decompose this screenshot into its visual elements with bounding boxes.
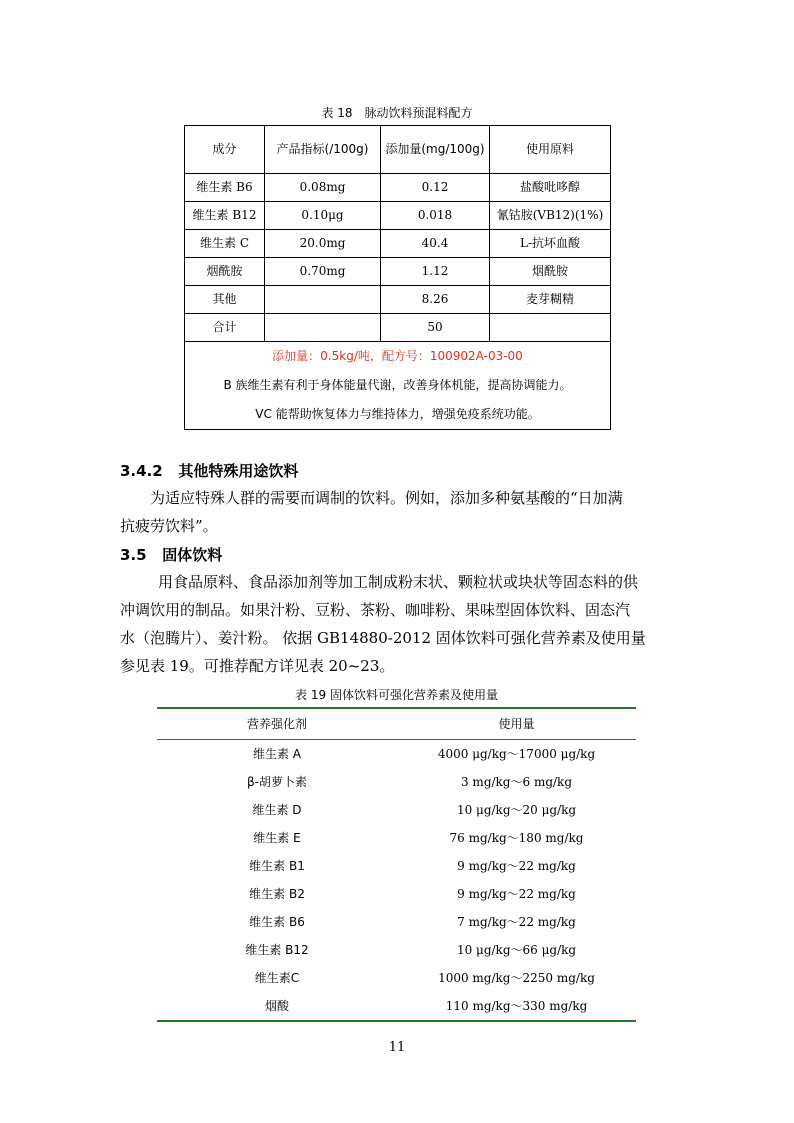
table-cell: 其他 bbox=[185, 286, 265, 314]
table19 bbox=[157, 707, 636, 1022]
section-35-heading bbox=[120, 544, 222, 565]
table-cell: 维生素 C bbox=[185, 230, 265, 258]
table-cell bbox=[265, 314, 381, 342]
table-row bbox=[157, 740, 636, 769]
table-cell: 维生素 D bbox=[252, 803, 302, 817]
table-cell: 76 mg/kg～180 mg/kg bbox=[449, 831, 584, 845]
table-cell: 维生素C bbox=[254, 971, 300, 985]
table-cell: 维生素 B2 bbox=[249, 887, 305, 901]
table-row bbox=[185, 286, 611, 314]
table-cell: 维生素 B12 bbox=[185, 202, 265, 230]
table-cell: 0.018 bbox=[381, 202, 490, 230]
table-cell: 0.70mg bbox=[265, 258, 381, 286]
table-row bbox=[185, 174, 611, 202]
section-35-body bbox=[120, 568, 680, 680]
table-cell: 0.12 bbox=[381, 174, 490, 202]
table19-header-cell: 使用量 bbox=[397, 708, 636, 740]
paragraph-line: 冲调饮用的制品。如果汁粉、豆粉、茶粉、咖啡粉、果味型固体饮料、固态汽 bbox=[120, 601, 631, 619]
table19-header-cell: 营养强化剂 bbox=[157, 708, 397, 740]
table-cell: 烟酰胺 bbox=[185, 258, 265, 286]
section-number: 3.4.2 bbox=[120, 462, 163, 480]
table-cell: 110 mg/kg～330 mg/kg bbox=[445, 999, 588, 1013]
table-row bbox=[157, 936, 636, 964]
table-cell: 氰钴胺(VB12)(1%) bbox=[490, 202, 611, 230]
table-row bbox=[185, 202, 611, 230]
table-cell: 烟酰胺 bbox=[490, 258, 611, 286]
table18-notes-row bbox=[185, 342, 611, 430]
table-row bbox=[157, 796, 636, 824]
paragraph-line: 水（泡腾片）、姜汁粉。 依据 GB14880-2012 固体饮料可强化营养素及使用量 bbox=[120, 629, 646, 647]
table-cell: 50 bbox=[381, 314, 490, 342]
table-cell: 3 mg/kg～6 mg/kg bbox=[460, 775, 572, 789]
table-cell: β-胡萝卜素 bbox=[247, 775, 307, 789]
table-cell: 10 μg/kg～66 μg/kg bbox=[456, 943, 577, 957]
section-342-heading bbox=[120, 460, 298, 481]
vc-note: VC 能帮助恢复体力与维持体力，增强免疫系统功能。 bbox=[255, 407, 540, 421]
table-cell: L-抗坏血酸 bbox=[490, 230, 611, 258]
table18-header-cell: 添加量(mg/100g) bbox=[381, 126, 490, 174]
page-number: 11 bbox=[388, 1040, 406, 1055]
table-cell: 0.08mg bbox=[265, 174, 381, 202]
table-cell: 维生素 E bbox=[253, 831, 301, 845]
table-cell bbox=[490, 314, 611, 342]
table-cell: 8.26 bbox=[381, 286, 490, 314]
table-cell: 7 mg/kg～22 mg/kg bbox=[457, 915, 576, 929]
table-cell: 合计 bbox=[185, 314, 265, 342]
table-row bbox=[157, 852, 636, 880]
table18-header-row bbox=[185, 126, 611, 174]
table18-header-cell: 成分 bbox=[185, 126, 265, 174]
table-cell: 9 mg/kg～22 mg/kg bbox=[457, 887, 576, 901]
table-row bbox=[157, 824, 636, 852]
table-cell: 9 mg/kg～22 mg/kg bbox=[457, 859, 576, 873]
table-cell: 维生素 B12 bbox=[245, 943, 309, 957]
paragraph-line: 参见表 19。可推荐配方详见表 20~23。 bbox=[120, 657, 395, 675]
table19-caption: 表 19 固体饮料可强化营养素及使用量 bbox=[295, 688, 498, 702]
section-number: 3.5 bbox=[120, 546, 147, 564]
table-row bbox=[157, 768, 636, 796]
section-title: 固体饮料 bbox=[162, 546, 223, 564]
table-cell: 维生素 B6 bbox=[249, 915, 305, 929]
table-cell: 0.10μg bbox=[265, 202, 381, 230]
table18 bbox=[184, 125, 611, 430]
table-cell: 4000 μg/kg～17000 μg/kg bbox=[437, 747, 596, 761]
formula-note: 添加量：0.5kg/吨，配方号：100902A-03-00 bbox=[272, 349, 523, 363]
section-title: 其他特殊用途饮料 bbox=[178, 462, 299, 480]
section-342-body bbox=[120, 484, 680, 540]
table-cell: 40.4 bbox=[381, 230, 490, 258]
table-cell: 烟酸 bbox=[264, 999, 289, 1013]
table-cell: 维生素 B1 bbox=[249, 859, 305, 873]
table18-header-cell: 使用原料 bbox=[490, 126, 611, 174]
table18-notes bbox=[185, 342, 611, 430]
table-row bbox=[185, 314, 611, 342]
b-vitamin-note: B 族维生素有利于身体能量代谢，改善身体机能，提高协调能力。 bbox=[223, 378, 572, 392]
table-row bbox=[157, 880, 636, 908]
table-cell bbox=[265, 286, 381, 314]
table-row bbox=[157, 908, 636, 936]
table18-caption: 表 18 脉动饮料预混料配方 bbox=[321, 106, 473, 120]
table-cell: 麦芽糊精 bbox=[490, 286, 611, 314]
table-row bbox=[185, 258, 611, 286]
table19-header-row bbox=[157, 708, 636, 740]
table18-header-cell: 产品指标(/100g) bbox=[265, 126, 381, 174]
paragraph-line: 用食品原料、食品添加剂等加工制成粉末状、颗粒状或块状等固态料的供 bbox=[158, 573, 639, 591]
table-row bbox=[157, 992, 636, 1021]
paragraph-line: 抗疲劳饮料”。 bbox=[120, 517, 218, 535]
table-cell: 维生素 B6 bbox=[185, 174, 265, 202]
table-cell: 盐酸吡哆醇 bbox=[490, 174, 611, 202]
table-row bbox=[157, 964, 636, 992]
table-row bbox=[185, 230, 611, 258]
paragraph-line: 为适应特殊人群的需要而调制的饮料。例如，添加多种氨基酸的“日加满 bbox=[150, 489, 623, 507]
table-cell: 维生素 A bbox=[252, 747, 302, 761]
table-cell: 20.0mg bbox=[265, 230, 381, 258]
table-cell: 10 μg/kg～20 μg/kg bbox=[456, 803, 577, 817]
table-cell: 1.12 bbox=[381, 258, 490, 286]
table-cell: 1000 mg/kg～2250 mg/kg bbox=[438, 971, 595, 985]
